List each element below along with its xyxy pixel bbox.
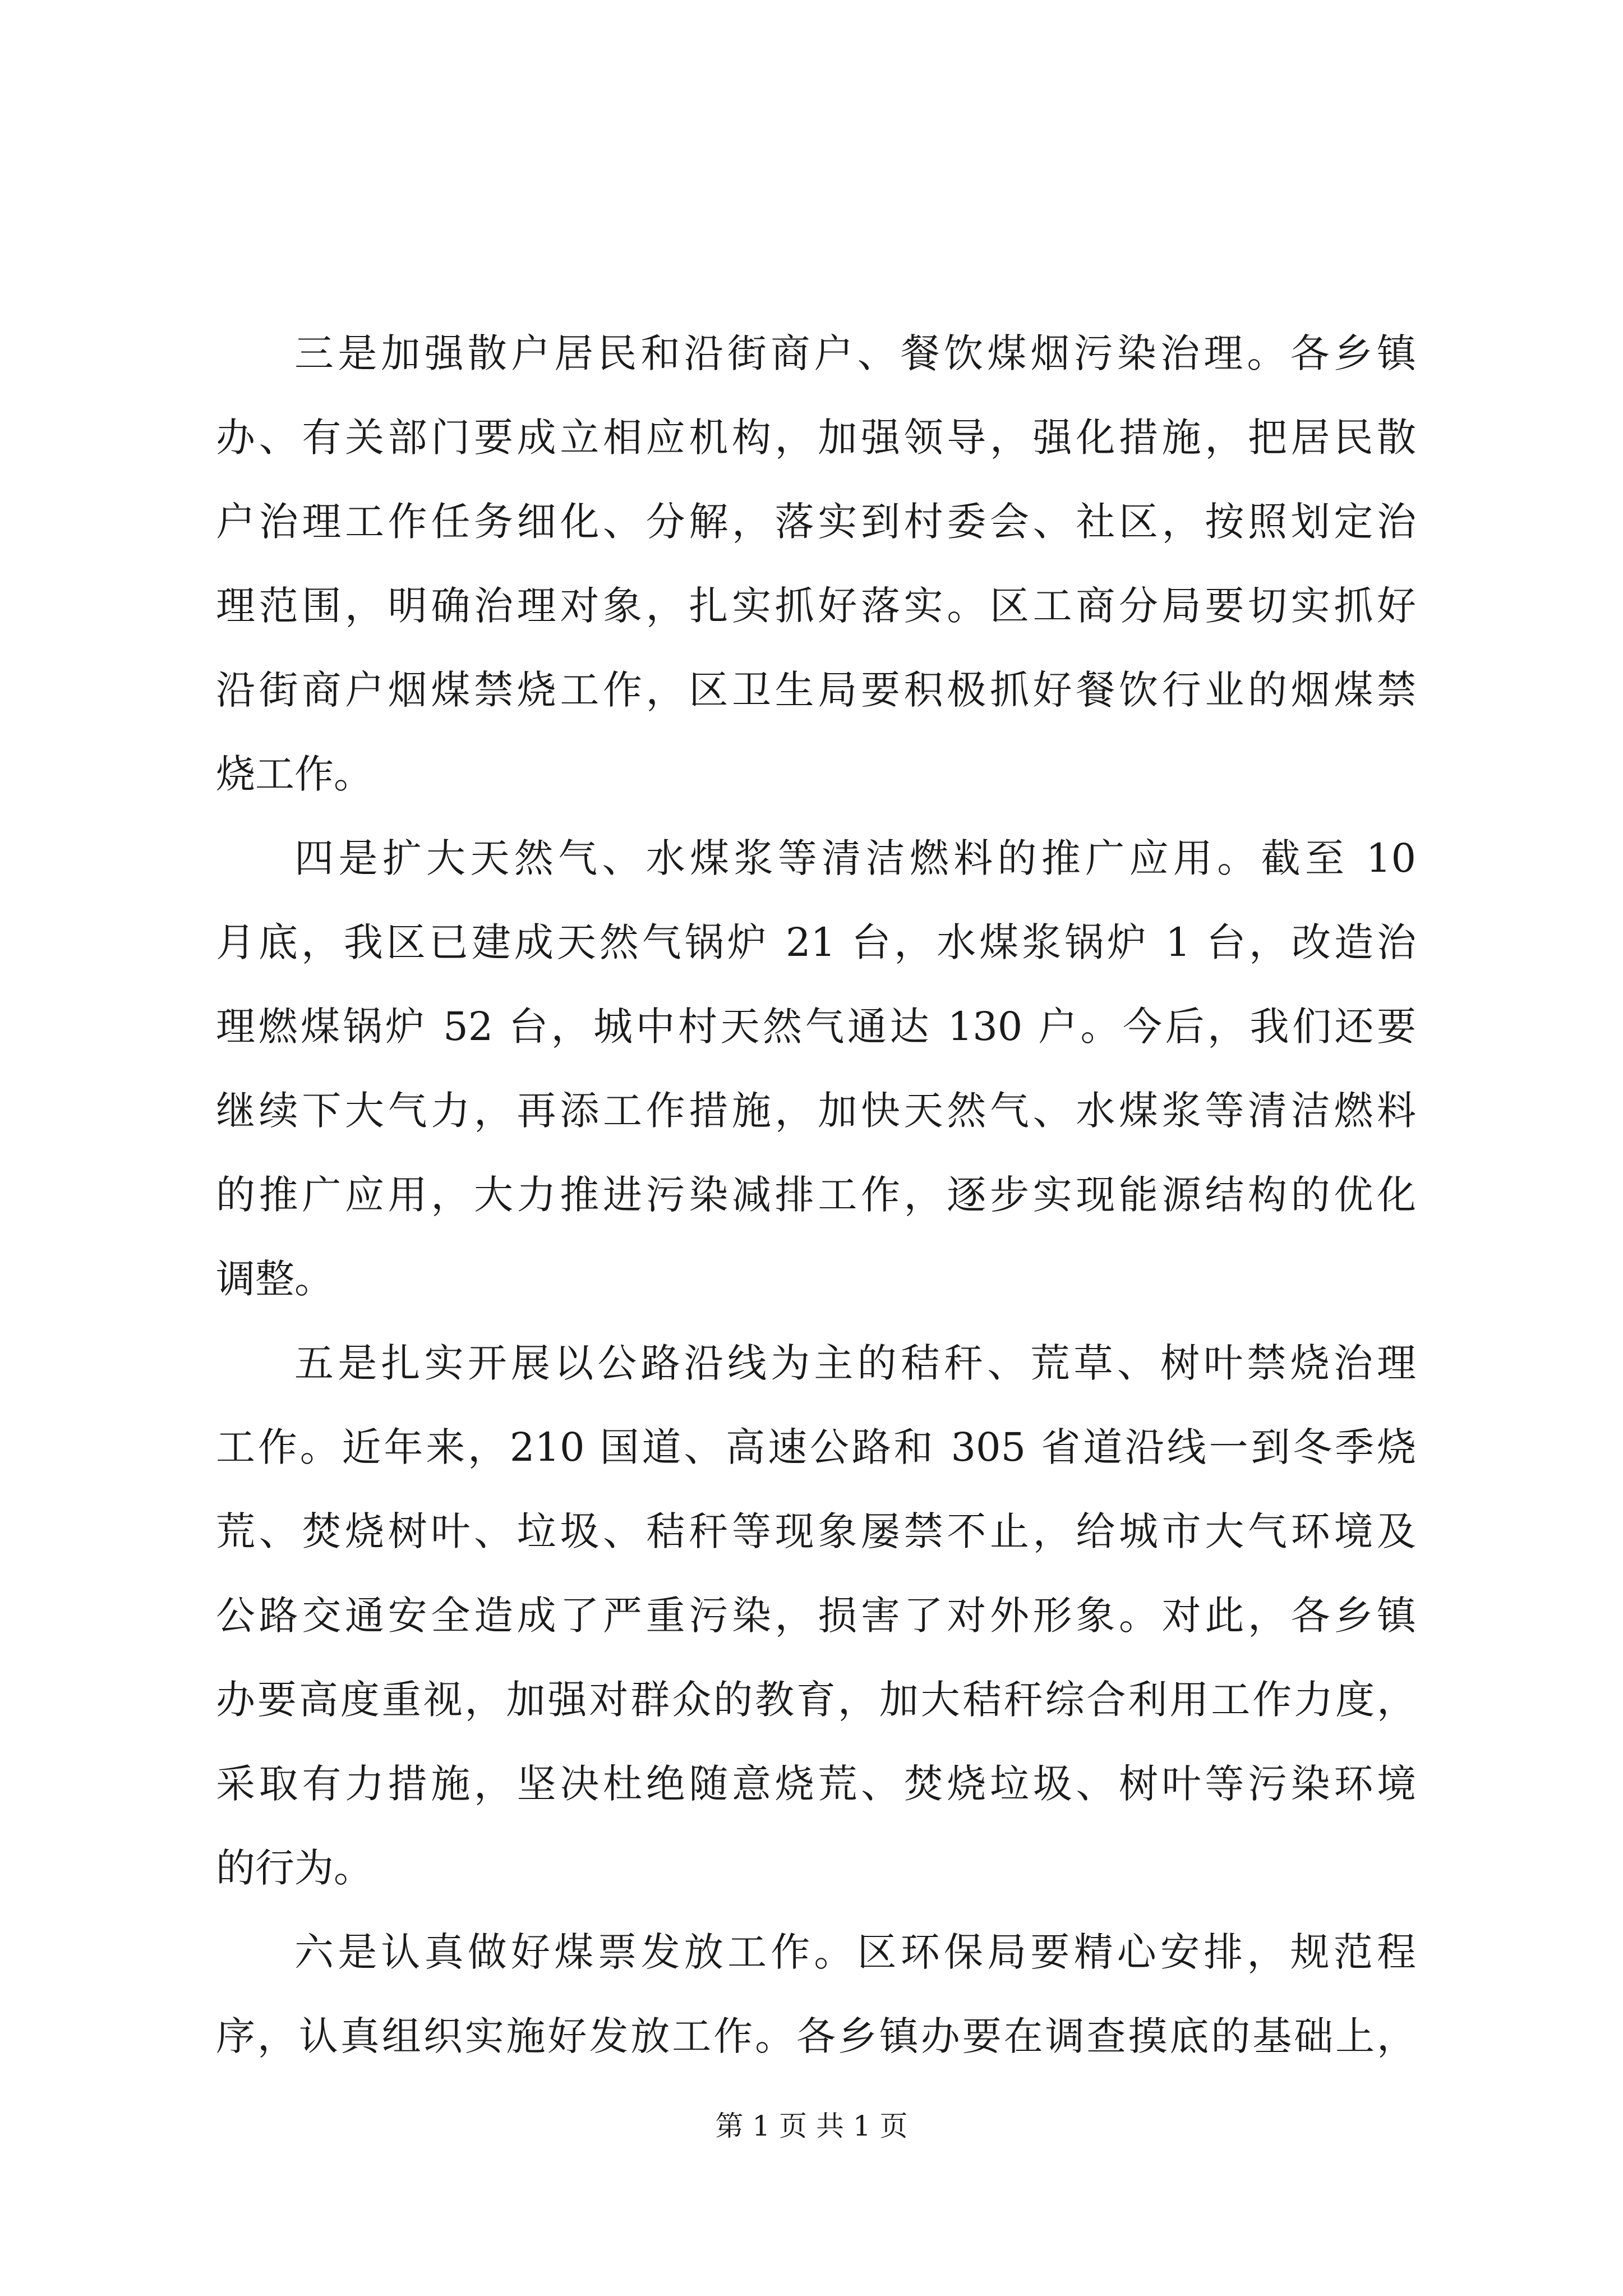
text-line: 继续下大气力，再添工作措施，加快天然气、水煤浆等清洁燃料 <box>216 1088 1416 1134</box>
text-line: 序，认真组织实施好发放工作。各乡镇办要在调查摸底的基础上， <box>216 2013 1416 2059</box>
text-line: 工作。近年来，210 国道、高速公路和 305 省道沿线一到冬季烧 <box>216 1424 1416 1470</box>
paragraph-4-clean-fuels <box>216 816 1416 1321</box>
text-line: 办、有关部门要成立相应机构，加强领导，强化措施，把居民散 <box>216 415 1416 461</box>
text-line: 调整。 <box>216 1256 334 1302</box>
text-line: 三是加强散户居民和沿街商户、餐饮煤烟污染治理。各乡镇 <box>294 330 1416 376</box>
text-line: 的行为。 <box>216 1845 373 1891</box>
text-line: 理范围，明确治理对象，扎实抓好落实。区工商分局要切实抓好 <box>216 583 1416 629</box>
text-line: 办要高度重视，加强对群众的教育，加大秸秆综合利用工作力度， <box>216 1677 1416 1723</box>
text-line: 采取有力措施，坚决杜绝随意烧荒、焚烧垃圾、树叶等污染环境 <box>216 1761 1416 1807</box>
page-footer <box>0 2106 1623 2146</box>
paragraph-6-coal-tickets <box>216 1910 1416 2078</box>
text-line: 的推广应用，大力推进污染减排工作，逐步实现能源结构的优化 <box>216 1172 1416 1218</box>
text-line: 五是扎实开展以公路沿线为主的秸秆、荒草、树叶禁烧治理 <box>294 1340 1416 1386</box>
text-line: 月底，我区已建成天然气锅炉 21 台，水煤浆锅炉 1 台，改造治 <box>216 919 1416 965</box>
paragraph-3-scattered-households <box>216 311 1416 816</box>
text-line: 理燃煤锅炉 52 台，城中村天然气通达 130 户。今后，我们还要 <box>216 1004 1416 1050</box>
text-line: 公路交通安全造成了严重污染，损害了对外形象。对此，各乡镇 <box>216 1593 1416 1639</box>
text-line: 荒、焚烧树叶、垃圾、秸秆等现象屡禁不止，给城市大气环境及 <box>216 1508 1416 1554</box>
page-number-label: 第 1 页 共 1 页 <box>715 2110 908 2142</box>
text-line: 户治理工作任务细化、分解，落实到村委会、社区，按照划定治 <box>216 499 1416 545</box>
text-line: 六是认真做好煤票发放工作。区环保局要精心安排，规范程 <box>294 1929 1416 1975</box>
text-line: 烧工作。 <box>216 751 373 797</box>
paragraph-5-straw-burning <box>216 1321 1416 1910</box>
text-line: 四是扩大天然气、水煤浆等清洁燃料的推广应用。截至 10 <box>294 835 1416 881</box>
text-line: 沿街商户烟煤禁烧工作，区卫生局要积极抓好餐饮行业的烟煤禁 <box>216 667 1416 713</box>
document-body <box>216 311 1416 2078</box>
